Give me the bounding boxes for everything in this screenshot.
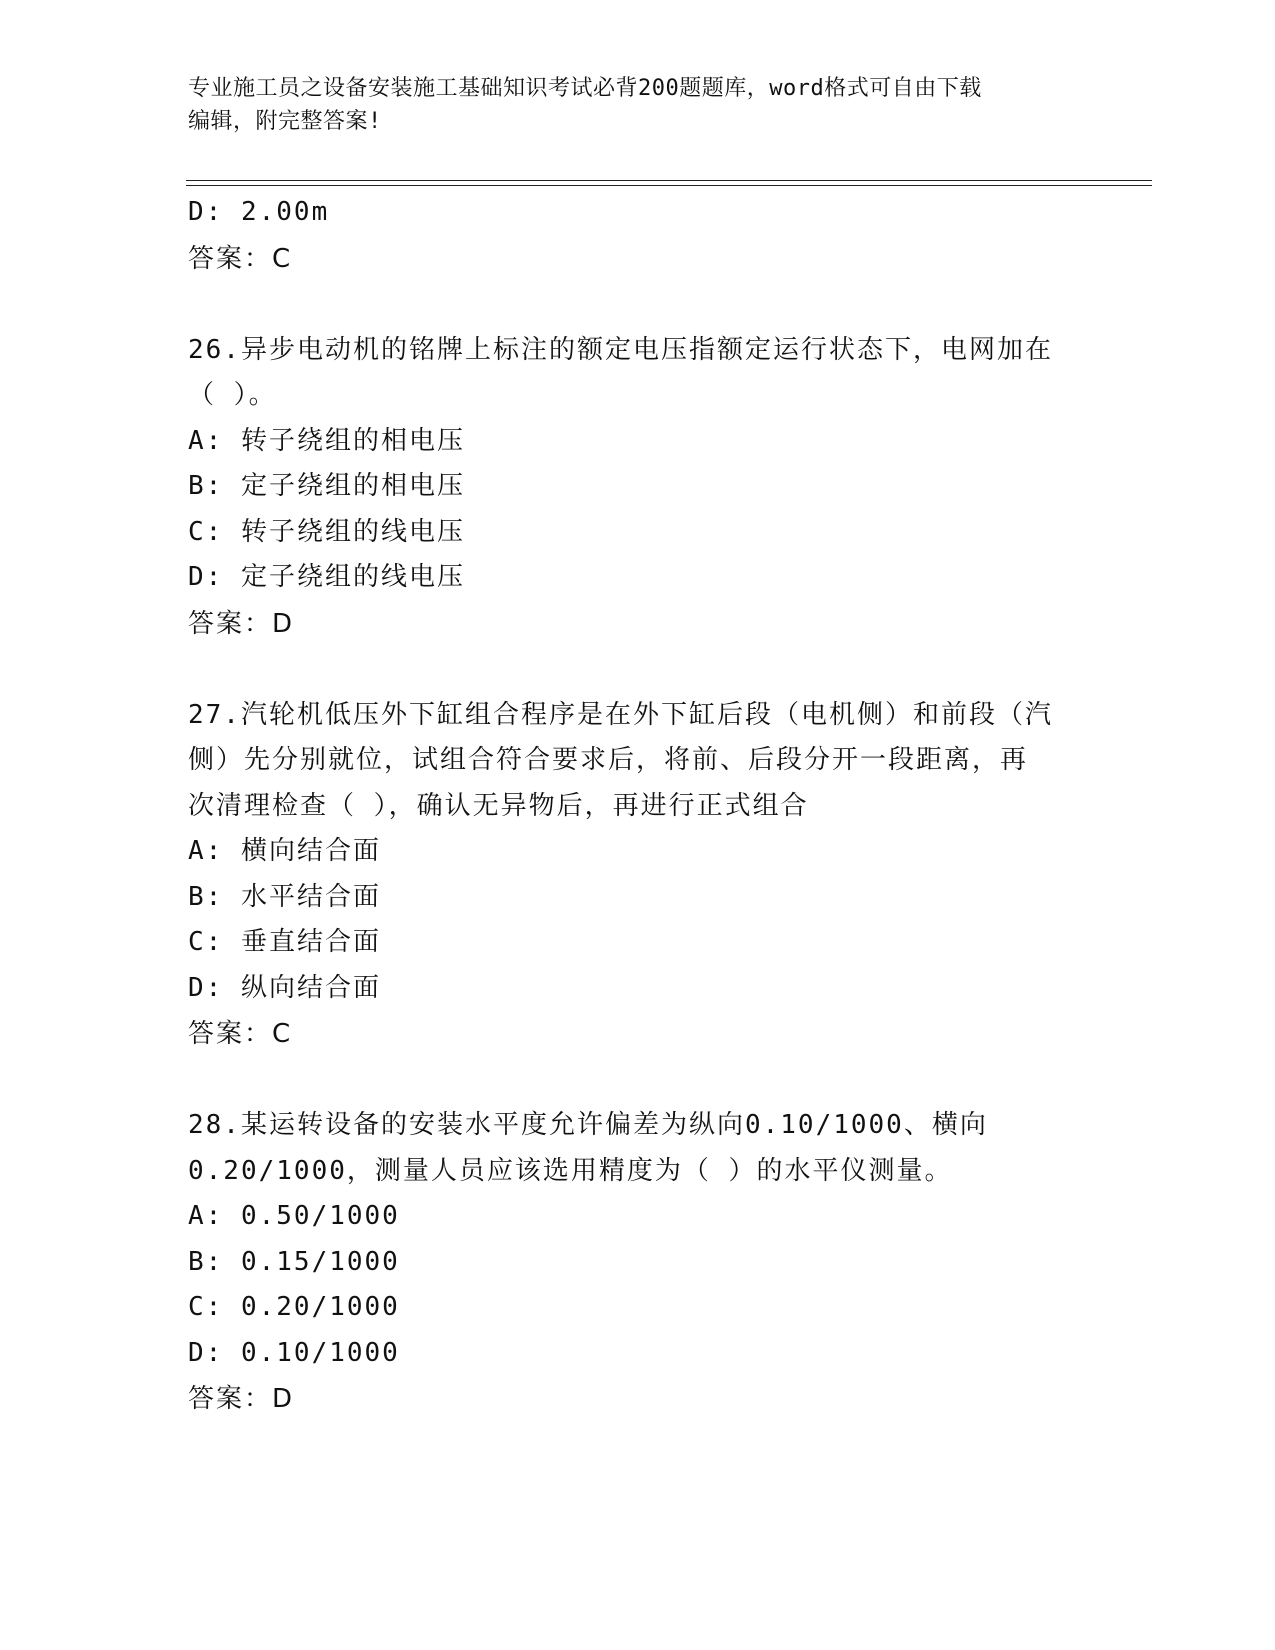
question-stem-line: 0.20/1000，测量人员应该选用精度为（ ）的水平仪测量。 bbox=[188, 1155, 953, 1186]
spacer bbox=[188, 647, 1088, 693]
question-stem-line: 次清理检查（ ），确认无异物后，再进行正式组合 bbox=[188, 790, 809, 821]
option-a: A: 横向结合面 bbox=[188, 836, 381, 866]
option-d: D: 0.10/1000 bbox=[188, 1337, 400, 1368]
option-b: B: 定子绕组的相电压 bbox=[188, 471, 465, 501]
question-stem-line: 27.汽轮机低压外下缸组合程序是在外下缸后段（电机侧）和前段（汽 bbox=[188, 699, 1053, 730]
prev-option-d: D: 2.00m bbox=[188, 197, 330, 227]
header-line-1: 专业施工员之设备安装施工基础知识考试必背200题题库，word格式可自由下载 bbox=[188, 76, 982, 101]
option-b: B: 水平结合面 bbox=[188, 881, 381, 912]
spacer bbox=[188, 282, 1088, 328]
question-28 bbox=[188, 1103, 1088, 1422]
option-d: D: 定子绕组的线电压 bbox=[188, 562, 465, 592]
question-27 bbox=[188, 693, 1088, 1058]
question-stem-line: 侧）先分别就位，试组合符合要求后，将前、后段分开一段距离，再 bbox=[188, 745, 1029, 775]
header-rule-bottom bbox=[186, 185, 1152, 186]
page-header bbox=[188, 72, 1068, 138]
option-d: D: 纵向结合面 bbox=[188, 972, 381, 1003]
option-c: C: 转子绕组的线电压 bbox=[188, 516, 465, 547]
question-stem-line: （ ）。 bbox=[188, 380, 277, 410]
answer: 答案：D bbox=[188, 608, 295, 639]
prev-answer: 答案：C bbox=[188, 243, 293, 274]
answer: 答案：C bbox=[188, 1019, 293, 1049]
option-a: A: 转子绕组的相电压 bbox=[188, 425, 465, 456]
option-c: C: 0.20/1000 bbox=[188, 1292, 400, 1322]
header-line-2: 编辑，附完整答案! bbox=[188, 109, 382, 134]
option-a: A: 0.50/1000 bbox=[188, 1201, 400, 1231]
spacer bbox=[188, 1057, 1088, 1103]
header-rule-top bbox=[186, 180, 1152, 181]
question-26 bbox=[188, 328, 1088, 647]
answer: 答案：D bbox=[188, 1384, 295, 1414]
question-content bbox=[188, 190, 1088, 1422]
question-stem-line: 28.某运转设备的安装水平度允许偏差为纵向0.10/1000、横向 bbox=[188, 1110, 988, 1140]
question-stem-line: 26.异步电动机的铭牌上标注的额定电压指额定运行状态下，电网加在 bbox=[188, 334, 1053, 365]
option-b: B: 0.15/1000 bbox=[188, 1246, 400, 1277]
option-c: C: 垂直结合面 bbox=[188, 927, 381, 957]
